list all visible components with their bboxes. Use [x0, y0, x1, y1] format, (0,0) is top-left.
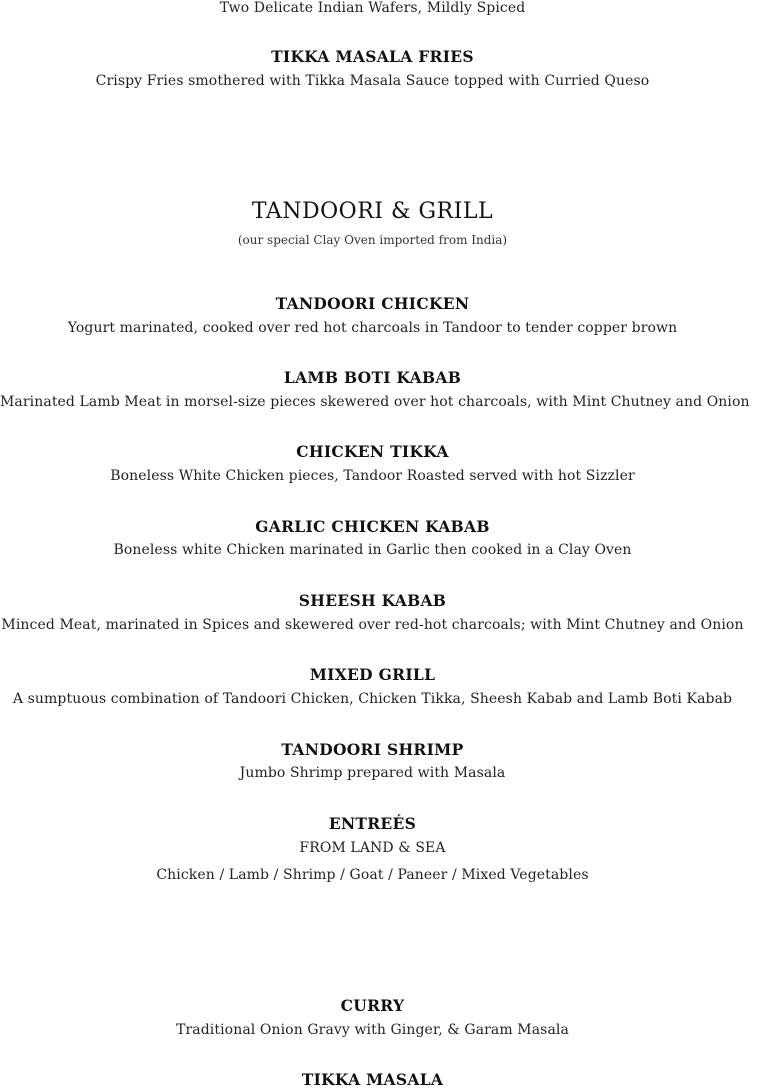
tandoori-grill-heading: TANDOORI & GRILL [251, 199, 494, 224]
entrees-heading: ENTREÉS [328, 814, 417, 833]
menu-item-description: Jumbo Shrimp prepared with Masala [239, 765, 506, 781]
menu-item-description: Marinated Lamb Meat in morsel-size pieces skewered over hot charcoals, with Mint Chutney and Onion [0, 394, 750, 410]
menu-item-title: MIXED GRILL [309, 665, 436, 684]
curry-description: Traditional Onion Gravy with Ginger, & Garam Masala [176, 1022, 569, 1038]
menu-item-description: A sumptuous combination of Tandoori Chicken, Chicken Tikka, Sheesh Kabab and Lamb Boti Kabab [12, 691, 733, 707]
entrees-subheading: FROM LAND & SEA [299, 840, 446, 856]
tikka-masala-fries-title: TIKKA MASALA FRIES [271, 47, 474, 66]
menu-item-title: TANDOORI SHRIMP [281, 740, 464, 759]
tikka-masala-title: TIKKA MASALA [301, 1070, 444, 1089]
tandoori-grill-subheading: (our special Clay Oven imported from India) [237, 233, 508, 247]
menu-item-description: Minced Meat, marinated in Spices and skewered over red-hot charcoals; with Mint Chutney and Onion [1, 617, 744, 633]
menu-item-title: GARLIC CHICKEN KABAB [255, 517, 490, 536]
wafers-description: Two Delicate Indian Wafers, Mildly Spiced [219, 0, 526, 16]
menu-item-description: Yogurt marinated, cooked over red hot charcoals in Tandoor to tender copper brown [67, 320, 678, 336]
tikka-masala-fries-description: Crispy Fries smothered with Tikka Masala Sauce topped with Curried Queso [95, 73, 650, 89]
entrees-protein-options: Chicken / Lamb / Shrimp / Goat / Paneer / Mixed Vegetables [156, 867, 589, 883]
menu-item-title: SHEESH KABAB [298, 591, 447, 610]
menu-item-title: LAMB BOTI KABAB [283, 368, 462, 387]
menu-item-description: Boneless White Chicken pieces, Tandoor Roasted served with hot Sizzler [110, 468, 635, 484]
menu-item-description: Boneless white Chicken marinated in Garlic then cooked in a Clay Oven [113, 542, 632, 558]
curry-title: CURRY [340, 996, 405, 1015]
menu-item-title: TANDOORI CHICKEN [275, 294, 470, 313]
menu-item-title: CHICKEN TIKKA [296, 442, 449, 461]
